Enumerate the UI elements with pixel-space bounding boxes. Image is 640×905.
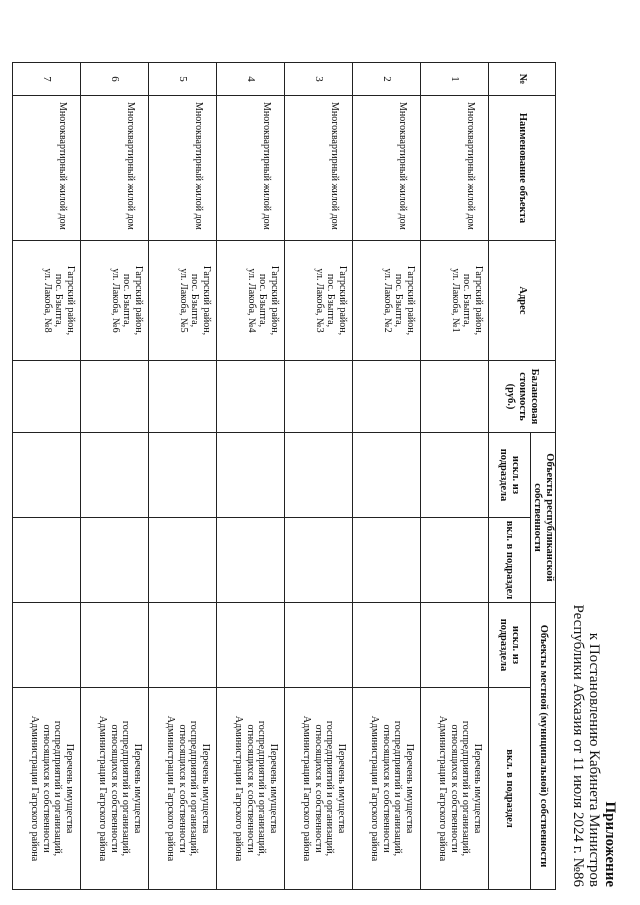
mun-excl-cell xyxy=(285,603,353,688)
balance-value xyxy=(149,361,217,433)
mun-excl-cell xyxy=(217,603,285,688)
table-row xyxy=(353,63,421,890)
rep-incl-cell xyxy=(353,518,421,603)
table-row xyxy=(13,63,81,890)
list-line: относящихся к собственности xyxy=(313,724,324,853)
object-address xyxy=(149,241,217,361)
header-rep-excl: искл. из подраздела xyxy=(489,433,531,518)
balance-value xyxy=(217,361,285,433)
object-address xyxy=(421,241,489,361)
list-line: относящихся к собственности xyxy=(381,724,392,853)
object-name: Многоквартирный жилой дом xyxy=(149,96,217,241)
rep-incl-cell xyxy=(13,518,81,603)
row-number: 7 xyxy=(13,63,81,96)
object-address xyxy=(353,241,421,361)
mun-incl-cell xyxy=(353,688,421,890)
header-mun-incl: вкл. в подраздел xyxy=(489,688,531,890)
address-line: Гагрский район, xyxy=(201,265,212,336)
balance-value xyxy=(285,361,353,433)
row-number: 1 xyxy=(421,63,489,96)
object-address xyxy=(285,241,353,361)
row-number: 2 xyxy=(353,63,421,96)
mun-incl-cell xyxy=(217,688,285,890)
object-name: Многоквартирный жилой дом xyxy=(285,96,353,241)
address-line: Гагрский район, xyxy=(405,265,416,336)
caption-title: Приложение xyxy=(602,801,618,887)
address-line: ул. Лакоба, №5 xyxy=(178,268,189,333)
row-number: 5 xyxy=(149,63,217,96)
rep-excl-cell xyxy=(149,433,217,518)
caption-line-1: к Постановлению Кабинета Министров xyxy=(586,632,602,887)
mun-incl-cell xyxy=(285,688,353,890)
address-line: ул. Лакоба, №2 xyxy=(382,268,393,333)
rep-excl-cell xyxy=(353,433,421,518)
list-line: Перечень имущества xyxy=(200,743,211,834)
rep-excl-cell xyxy=(217,433,285,518)
list-line: Перечень имущества xyxy=(268,743,279,834)
object-address xyxy=(13,241,81,361)
table-row xyxy=(81,63,149,890)
list-line: Администрации Гагрского района xyxy=(165,715,177,862)
header-republican: Объекты республиканской собственности xyxy=(531,433,556,603)
balance-value xyxy=(353,361,421,433)
address-line: ул. Лакоба, №3 xyxy=(314,268,325,333)
rep-excl-cell xyxy=(13,433,81,518)
address-line: пос. Бзыпта, xyxy=(189,273,201,328)
address-line: Гагрский район, xyxy=(269,265,280,336)
list-line: госпредприятий и организаций, xyxy=(188,720,200,857)
list-line: Перечень имущества xyxy=(472,743,483,834)
address-line: пос. Бзыпта, xyxy=(461,273,473,328)
mun-excl-cell xyxy=(149,603,217,688)
rep-incl-cell xyxy=(149,518,217,603)
list-line: Администрации Гагрского района xyxy=(301,715,313,862)
list-line: относящихся к собственности xyxy=(177,724,188,853)
list-line: относящихся к собственности xyxy=(245,724,256,853)
mun-incl-cell xyxy=(81,688,149,890)
header-address: Адрес xyxy=(489,241,556,361)
list-line: относящихся к собственности xyxy=(109,724,120,853)
rep-excl-cell xyxy=(285,433,353,518)
address-line: ул. Лакоба, №4 xyxy=(246,268,257,333)
list-line: относящихся к собственности xyxy=(41,724,52,853)
mun-incl-cell xyxy=(149,688,217,890)
mun-incl-cell xyxy=(421,688,489,890)
caption-line-2: Республики Абхазия от 11 июля 2024 г. №86 xyxy=(570,604,586,887)
address-line: Гагрский район, xyxy=(133,265,144,336)
header-rep-incl: вкл. в подраздел xyxy=(489,518,531,603)
list-line: госпредприятий и организаций, xyxy=(392,720,404,857)
table-row xyxy=(421,63,489,890)
address-line: ул. Лакоба, №8 xyxy=(42,268,53,333)
object-name: Многоквартирный жилой дом xyxy=(421,96,489,241)
object-name: Многоквартирный жилой дом xyxy=(353,96,421,241)
list-line: Администрации Гагрского района xyxy=(437,715,449,862)
rep-excl-cell xyxy=(421,433,489,518)
object-address xyxy=(81,241,149,361)
header-balance: Балансовая стоимость (руб.) xyxy=(489,361,556,433)
table-row xyxy=(149,63,217,890)
list-line: Администрации Гагрского района xyxy=(233,715,245,862)
address-line: ул. Лакоба, №1 xyxy=(450,268,461,333)
address-line: пос. Бзыпта, xyxy=(393,273,405,328)
address-line: пос. Бзыпта, xyxy=(121,273,133,328)
header-name: Наименование объекта xyxy=(489,96,556,241)
row-number: 3 xyxy=(285,63,353,96)
object-address xyxy=(217,241,285,361)
table-body xyxy=(13,63,489,890)
list-line: Перечень имущества xyxy=(404,743,415,834)
row-number: 4 xyxy=(217,63,285,96)
object-name: Многоквартирный жилой дом xyxy=(13,96,81,241)
list-line: относящихся к собственности xyxy=(449,724,460,853)
table-row xyxy=(217,63,285,890)
list-line: госпредприятий и организаций, xyxy=(256,720,268,857)
object-name: Многоквартирный жилой дом xyxy=(81,96,149,241)
header-mun-excl: искл. из подраздела xyxy=(489,603,531,688)
address-line: Гагрский район, xyxy=(65,265,76,336)
list-line: Администрации Гагрского района xyxy=(29,715,41,862)
list-line: госпредприятий и организаций, xyxy=(324,720,336,857)
list-line: Перечень имущества xyxy=(132,743,143,834)
rep-incl-cell xyxy=(285,518,353,603)
balance-value xyxy=(81,361,149,433)
header-num: № xyxy=(489,63,556,96)
object-name: Многоквартирный жилой дом xyxy=(217,96,285,241)
mun-excl-cell xyxy=(13,603,81,688)
rep-incl-cell xyxy=(421,518,489,603)
balance-value xyxy=(421,361,489,433)
mun-excl-cell xyxy=(421,603,489,688)
header-municipal: Объекты местной (муниципальной) собственности xyxy=(531,603,556,890)
property-table xyxy=(12,62,556,890)
mun-incl-cell xyxy=(13,688,81,890)
rep-incl-cell xyxy=(81,518,149,603)
address-line: Гагрский район, xyxy=(337,265,348,336)
table-row xyxy=(285,63,353,890)
list-line: Перечень имущества xyxy=(336,743,347,834)
list-line: Администрации Гагрского района xyxy=(97,715,109,862)
appendix-caption xyxy=(570,467,618,887)
mun-excl-cell xyxy=(353,603,421,688)
list-line: госпредприятий и организаций, xyxy=(52,720,64,857)
address-line: Гагрский район, xyxy=(473,265,484,336)
address-line: пос. Бзыпта, xyxy=(53,273,65,328)
list-line: Перечень имущества xyxy=(64,743,75,834)
address-line: пос. Бзыпта, xyxy=(325,273,337,328)
rep-incl-cell xyxy=(217,518,285,603)
list-line: госпредприятий и организаций, xyxy=(120,720,132,857)
address-line: ул. Лакоба, №6 xyxy=(110,268,121,333)
list-line: госпредприятий и организаций, xyxy=(460,720,472,857)
mun-excl-cell xyxy=(81,603,149,688)
rep-excl-cell xyxy=(81,433,149,518)
address-line: пос. Бзыпта, xyxy=(257,273,269,328)
balance-value xyxy=(13,361,81,433)
list-line: Администрации Гагрского района xyxy=(369,715,381,862)
row-number: 6 xyxy=(81,63,149,96)
